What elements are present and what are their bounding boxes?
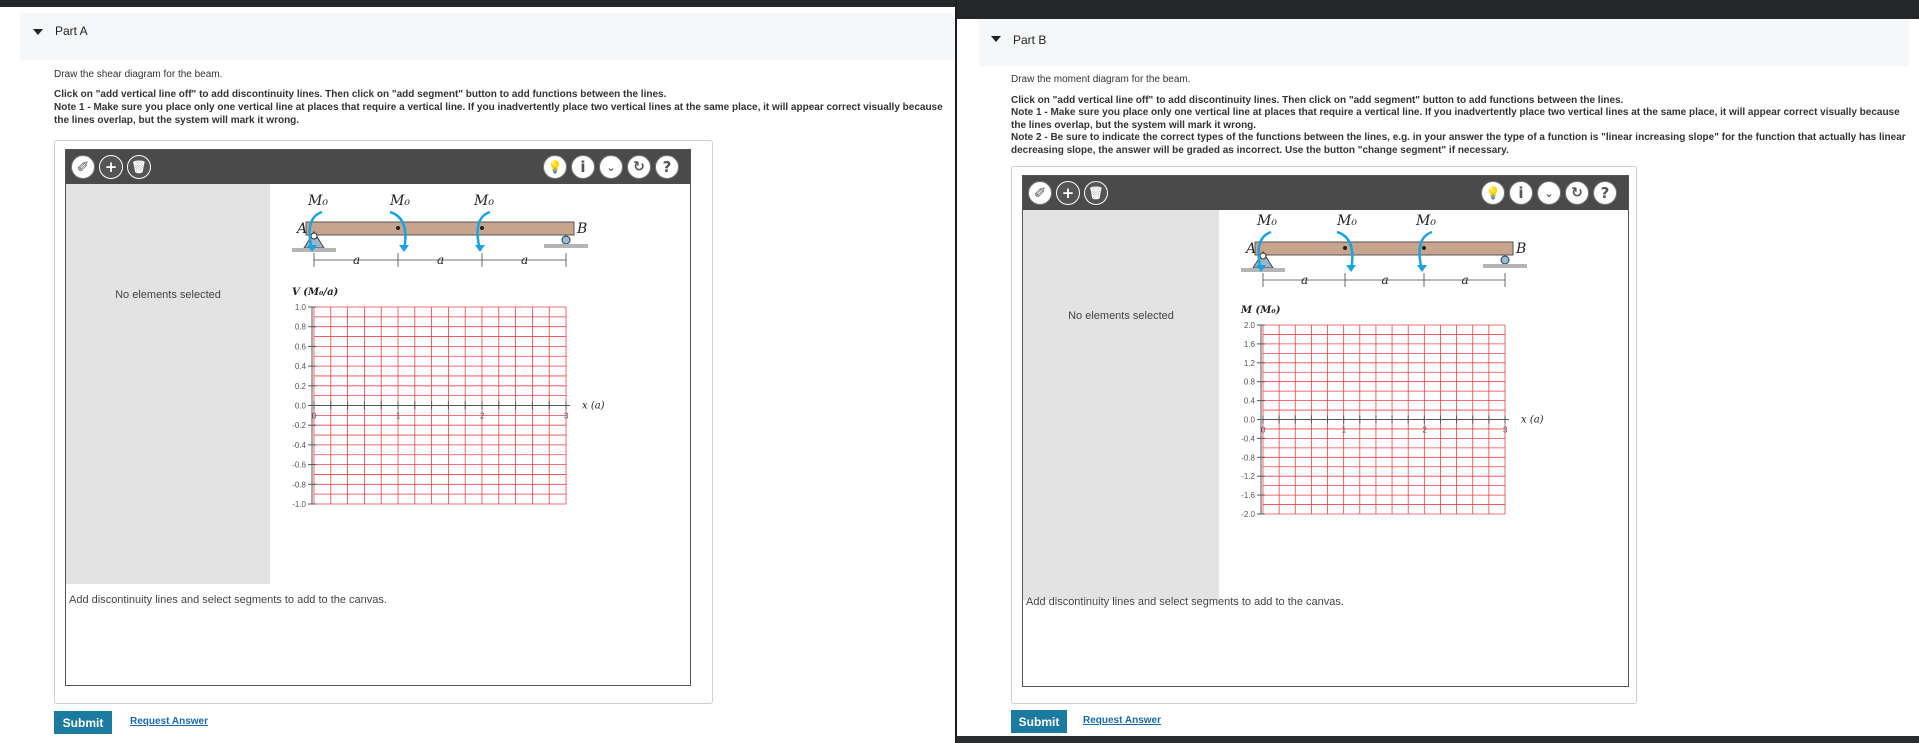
part-b-header[interactable] (979, 19, 1909, 66)
request-answer-link[interactable]: Request Answer (130, 716, 208, 727)
collapse-caret-icon[interactable] (991, 36, 1001, 42)
x-tick-label: 1 (396, 411, 401, 421)
graph-tool-frame (65, 149, 691, 686)
y-tick-label: -1.6 (1241, 491, 1255, 501)
load-point-dot (1422, 246, 1426, 250)
x-axis-label: x (a) (582, 400, 605, 412)
load-point-dot (396, 226, 400, 230)
note-2: Note 2 - Be sure to indicate the correct types of the functions between the lines, e.g. in your answer the type of a function is "linear increasing slope" for the function that actually has linear decreasing slope, the answer will be graded as incorrect. Use the button "change segment" if necessary. (1011, 132, 1906, 156)
beam-and-graph-svg[interactable] (1219, 212, 1626, 600)
element-sidebar (1023, 210, 1219, 600)
part-title: Part A (55, 24, 88, 38)
add-vertical-line-button[interactable]: ✐ (71, 155, 95, 179)
support-b-label: B (1516, 241, 1527, 257)
y-tick-label: 0.8 (1243, 377, 1255, 387)
x-tick-label: 0 (1261, 425, 1266, 435)
add-vertical-line-button[interactable]: ✐ (1028, 181, 1052, 205)
y-tick-label: -2.0 (1241, 510, 1255, 519)
part-a-window (0, 0, 955, 743)
span-label: a (1301, 273, 1309, 287)
x-tick-label: 0 (312, 411, 317, 421)
part-a-header[interactable] (20, 13, 955, 60)
span-label: a (1381, 273, 1389, 287)
reset-icon[interactable]: ↻ (627, 155, 651, 179)
y-tick-label: 0.2 (294, 381, 306, 391)
request-answer-link[interactable]: Request Answer (1083, 715, 1161, 726)
x-tick-label: 2 (480, 411, 485, 421)
y-tick-label: -0.2 (292, 421, 306, 431)
window-top-bar (957, 0, 1919, 19)
info-icon[interactable]: i (1509, 181, 1533, 205)
load-point-dot (1343, 246, 1347, 250)
graph-tool-frame (1022, 175, 1629, 687)
moment-label: M₀ (390, 193, 410, 209)
span-label: a (353, 253, 361, 267)
y-tick-label: 0.4 (294, 362, 306, 372)
hint-lightbulb-icon[interactable]: 💡 (1481, 181, 1505, 205)
note-1: Note 1 - Make sure you place only one vertical line at places that require a vertical line. If you inadvertently place two vertical lines at the same place, it will appear correct visually because the lines overlap, but the system will mark it wrong. (54, 102, 943, 126)
support-a-label: A (297, 221, 308, 237)
instruction-text: Draw the shear diagram for the beam. (54, 69, 223, 80)
y-tick-label: -1.2 (1241, 472, 1255, 482)
moment-arrowhead (1346, 265, 1356, 272)
y-tick-label: 1.0 (294, 303, 306, 312)
beam-and-graph-svg[interactable] (270, 186, 688, 584)
graph-toolbar (1023, 176, 1628, 210)
graph-tool-container (54, 140, 713, 704)
note-1: Note 1 - Make sure you place only one vertical line at places that require a vertical line. If you inadvertently place two vertical lines at the same place, it will appear correct visually because the lines overlap, but the system will mark it wrong. (1011, 107, 1900, 131)
delete-icon[interactable]: 🗑 (1084, 181, 1108, 205)
y-tick-label: -1.0 (292, 500, 306, 509)
moment-label: M₀ (1257, 213, 1277, 229)
ground-right (544, 244, 588, 248)
collapse-caret-icon[interactable] (33, 29, 43, 35)
y-axis-label: M (M₀) (1241, 305, 1281, 316)
x-axis-label: x (a) (1521, 414, 1544, 426)
chevron-down-icon[interactable]: ⌄ (599, 155, 623, 179)
delete-icon[interactable]: 🗑 (127, 155, 151, 179)
y-tick-label: -0.8 (292, 480, 306, 490)
window-bottom-bar (957, 736, 1919, 743)
moment-arrowhead (1417, 265, 1427, 272)
chevron-down-icon[interactable]: ⌄ (1537, 181, 1561, 205)
y-tick-label: 0.4 (1243, 396, 1255, 406)
window-top-bar (0, 0, 955, 7)
y-tick-label: -0.8 (1241, 453, 1255, 463)
span-label: a (521, 253, 529, 267)
part-title: Part B (1013, 33, 1047, 47)
x-tick-label: 1 (1341, 425, 1347, 435)
submit-button[interactable]: Submit (1011, 710, 1067, 733)
element-sidebar (66, 184, 270, 584)
add-segment-button[interactable]: + (99, 155, 123, 179)
beam (306, 222, 574, 235)
y-tick-label: 1.2 (1243, 358, 1255, 368)
part-b-window (957, 0, 1919, 743)
drawing-canvas[interactable] (270, 186, 688, 584)
x-tick-label: 2 (1422, 425, 1427, 435)
span-label: a (437, 253, 445, 267)
no-elements-text: No elements selected (115, 289, 221, 301)
pin-joint (311, 233, 317, 239)
graph-tool-container (1011, 166, 1637, 704)
no-elements-text: No elements selected (1068, 310, 1174, 322)
pin-joint (1260, 253, 1266, 259)
support-a-label: A (1246, 241, 1257, 257)
beam (1255, 242, 1513, 255)
info-icon[interactable]: i (571, 155, 595, 179)
y-tick-label: 0.8 (294, 322, 306, 332)
x-tick-label: 3 (564, 411, 569, 421)
status-text: Add discontinuity lines and select segments to add to the canvas. (69, 594, 387, 606)
help-icon[interactable]: ? (1593, 181, 1617, 205)
y-tick-label: -0.4 (1241, 434, 1255, 444)
y-tick-label: -0.4 (292, 440, 306, 450)
drawing-canvas[interactable] (1219, 212, 1626, 600)
graph-toolbar (66, 150, 690, 184)
moment-label: M₀ (1337, 213, 1357, 229)
ground-right (1483, 264, 1527, 268)
support-b-label: B (577, 221, 588, 237)
y-tick-label: -0.6 (292, 460, 306, 470)
add-segment-button[interactable]: + (1056, 181, 1080, 205)
moment-arrowhead (399, 245, 409, 252)
hint-lightbulb-icon[interactable]: 💡 (543, 155, 567, 179)
moment-label: M₀ (1416, 213, 1436, 229)
roller-support-b (1501, 256, 1509, 264)
y-axis-label: V (M₀/a) (292, 287, 339, 298)
click-instruction: Click on "add vertical line off" to add discontinuity lines. Then click on "add segment" button to add functions between the lines. (1011, 95, 1624, 106)
load-point-dot (480, 226, 484, 230)
x-tick-label: 3 (1503, 425, 1508, 435)
y-tick-label: 0.0 (294, 401, 306, 411)
y-tick-label: 0.6 (294, 342, 306, 352)
reset-icon[interactable]: ↻ (1565, 181, 1589, 205)
roller-support-b (562, 236, 570, 244)
help-icon[interactable]: ? (655, 155, 679, 179)
y-tick-label: 0.0 (1243, 415, 1255, 425)
status-text: Add discontinuity lines and select segments to add to the canvas. (1026, 596, 1344, 608)
click-instruction: Click on "add vertical line off" to add discontinuity lines. Then click on "add segment" button to add functions between the lines. (54, 89, 667, 100)
moment-label: M₀ (474, 193, 494, 209)
moment-arrowhead (475, 245, 485, 252)
span-label: a (1461, 273, 1469, 287)
submit-button[interactable]: Submit (54, 711, 112, 734)
moment-label: M₀ (308, 193, 328, 209)
y-tick-label: 1.6 (1243, 339, 1255, 349)
instruction-text: Draw the moment diagram for the beam. (1011, 74, 1191, 85)
y-tick-label: 2.0 (1243, 321, 1255, 330)
